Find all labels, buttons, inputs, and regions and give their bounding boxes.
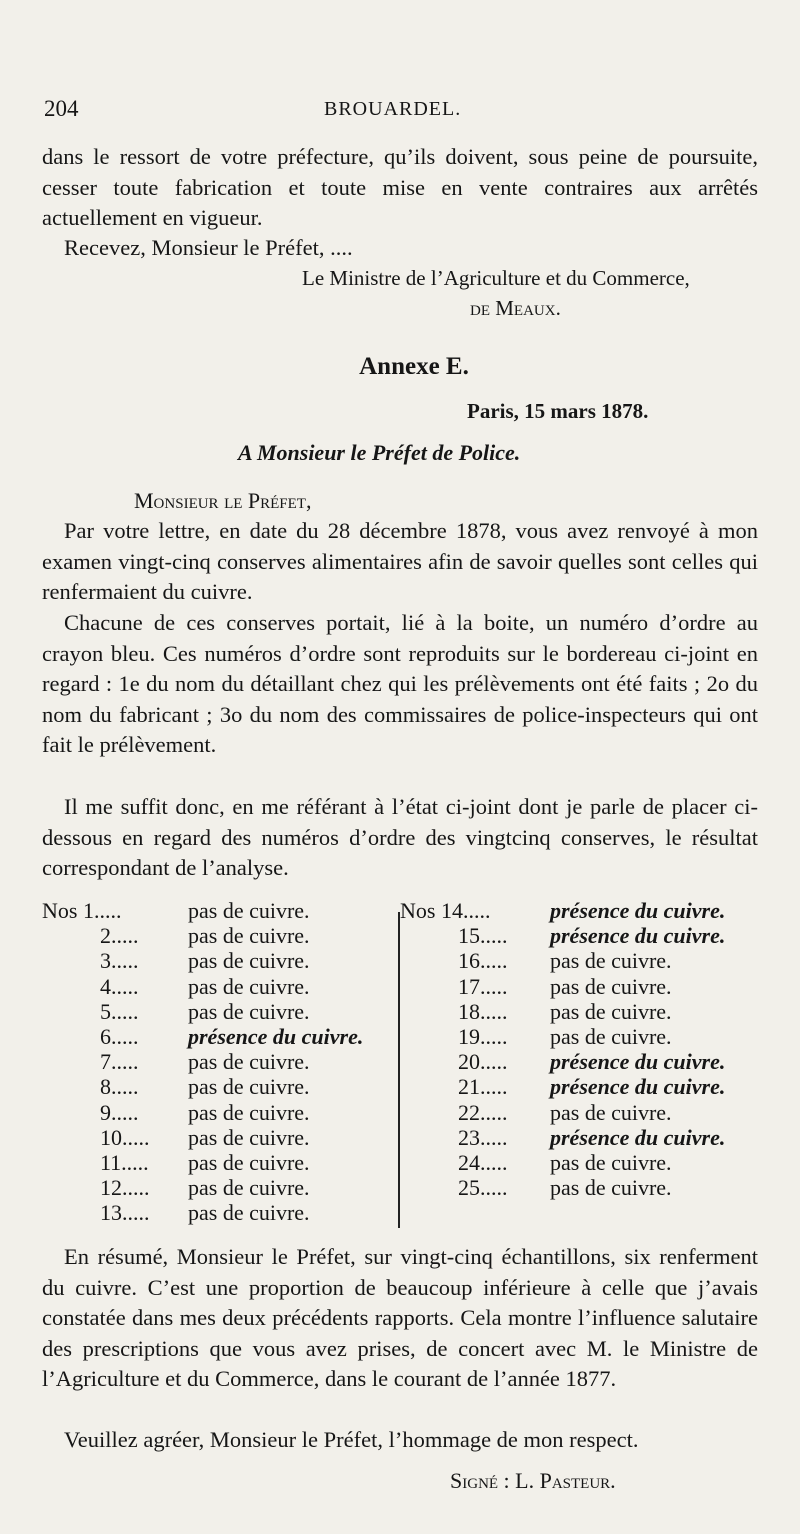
sample-number: 21..... bbox=[458, 1074, 508, 1100]
sample-number: 4..... bbox=[100, 973, 139, 999]
analysis-result: pas de cuivre. bbox=[188, 898, 310, 923]
paragraph-3: Par votre lettre, en date du 28 décembre 1878, vous avez renvoyé à mon examen vingt-cinq conserves alimentaires afin de savoir quelles sont celles qui renfermaient du cuivre. bbox=[42, 518, 758, 604]
result-row bbox=[400, 948, 760, 973]
paragraph-2: Recevez, Monsieur le Préfet, .... bbox=[64, 235, 353, 260]
result-row bbox=[42, 974, 392, 999]
analysis-result: pas de cuivre. bbox=[550, 1023, 672, 1049]
result-row bbox=[400, 974, 760, 999]
analysis-result: pas de cuivre. bbox=[188, 923, 310, 949]
signature-pasteur: Signé : L. Pasteur. bbox=[450, 1468, 616, 1493]
sample-number: 22..... bbox=[458, 1099, 508, 1125]
sample-number: 19..... bbox=[458, 1023, 508, 1049]
sample-number: 11..... bbox=[100, 1149, 149, 1175]
result-row bbox=[42, 948, 392, 973]
result-row bbox=[42, 1074, 392, 1099]
analysis-result: pas de cuivre. bbox=[550, 1149, 672, 1175]
result-row bbox=[400, 1100, 760, 1125]
result-row bbox=[42, 898, 392, 923]
result-row bbox=[42, 1125, 392, 1150]
analysis-result: présence du cuivre. bbox=[550, 1049, 726, 1075]
result-row bbox=[400, 999, 760, 1024]
page-number: 204 bbox=[44, 96, 79, 121]
sample-number: 2..... bbox=[100, 923, 139, 949]
result-row bbox=[42, 1049, 392, 1074]
result-row bbox=[42, 1024, 392, 1049]
sample-number: 23..... bbox=[458, 1124, 508, 1150]
analysis-result: pas de cuivre. bbox=[188, 1149, 310, 1175]
annex-title: Annexe E. bbox=[359, 353, 469, 380]
place-date: Paris, 15 mars 1878. bbox=[467, 399, 649, 423]
analysis-result: présence du cuivre. bbox=[188, 1023, 364, 1049]
sample-number: 7..... bbox=[100, 1049, 139, 1075]
result-row bbox=[42, 1150, 392, 1175]
result-row bbox=[400, 923, 760, 948]
addressee: A Monsieur le Préfet de Police. bbox=[238, 440, 521, 465]
sample-number: 15..... bbox=[458, 923, 508, 949]
sample-number: 5..... bbox=[100, 998, 139, 1024]
sample-number: Nos 14..... bbox=[400, 898, 491, 923]
result-row bbox=[400, 1125, 760, 1150]
sample-number: 20..... bbox=[458, 1049, 508, 1075]
result-row bbox=[42, 999, 392, 1024]
result-row bbox=[42, 1100, 392, 1125]
sample-number: 9..... bbox=[100, 1099, 139, 1125]
salutation: Monsieur le Préfet, bbox=[134, 488, 312, 513]
analysis-result: présence du cuivre. bbox=[550, 923, 726, 949]
results-left-column bbox=[42, 898, 392, 1225]
analysis-result: pas de cuivre. bbox=[188, 1200, 310, 1226]
book-page bbox=[42, 0, 760, 1534]
sample-number: 8..... bbox=[100, 1074, 139, 1100]
result-row bbox=[400, 898, 760, 923]
results-table bbox=[42, 898, 760, 1238]
sample-number: 3..... bbox=[100, 948, 139, 974]
analysis-result: pas de cuivre. bbox=[188, 1074, 310, 1100]
analysis-result: présence du cuivre. bbox=[550, 1124, 726, 1150]
analysis-result: pas de cuivre. bbox=[188, 1049, 310, 1075]
result-row bbox=[400, 1175, 760, 1200]
sample-number: 16..... bbox=[458, 948, 508, 974]
analysis-result: présence du cuivre. bbox=[550, 898, 726, 923]
sample-number: Nos 1..... bbox=[42, 898, 122, 923]
analysis-result: pas de cuivre. bbox=[188, 948, 310, 974]
analysis-result: pas de cuivre. bbox=[188, 1175, 310, 1201]
sample-number: 13..... bbox=[100, 1200, 150, 1226]
paragraph-5: Il me suffit donc, en me référant à l’état ci-joint dont je parle de placer ci-dessous en regard des numéros d’ordre des vingtcinq conserves, le résultat correspondant de l’analyse. bbox=[42, 794, 758, 880]
sample-number: 6..... bbox=[100, 1023, 139, 1049]
running-head: BROUARDEL. bbox=[324, 98, 462, 120]
analysis-result: pas de cuivre. bbox=[550, 948, 672, 974]
paragraph-1: dans le ressort de votre préfecture, qu’ils doivent, sous peine de poursuite, cesser toute fabrication et toute mise en vente contraires aux arrêtés actuellement en vigueur. bbox=[42, 144, 758, 230]
analysis-result: pas de cuivre. bbox=[550, 973, 672, 999]
paragraph-7: Veuillez agréer, Monsieur le Préfet, l’hommage de mon respect. bbox=[64, 1427, 639, 1452]
signature-minister-title: Le Ministre de l’Agriculture et du Commerce, bbox=[302, 266, 690, 290]
result-row bbox=[42, 923, 392, 948]
sample-number: 25..... bbox=[458, 1175, 508, 1201]
sample-number: 18..... bbox=[458, 998, 508, 1024]
result-row bbox=[400, 1049, 760, 1074]
analysis-result: pas de cuivre. bbox=[188, 973, 310, 999]
analysis-result: pas de cuivre. bbox=[188, 1099, 310, 1125]
analysis-result: pas de cuivre. bbox=[188, 998, 310, 1024]
signature-minister-name: de Meaux. bbox=[470, 296, 561, 320]
sample-number: 24..... bbox=[458, 1149, 508, 1175]
analysis-result: présence du cuivre. bbox=[550, 1074, 726, 1100]
results-right-column bbox=[400, 898, 760, 1200]
analysis-result: pas de cuivre. bbox=[550, 1175, 672, 1201]
result-row bbox=[400, 1024, 760, 1049]
result-row bbox=[42, 1175, 392, 1200]
paragraph-4: Chacune de ces conserves portait, lié à la boite, un numéro d’ordre au crayon bleu. Ces numéros d’ordre sont reproduits sur le bordereau ci-joint en regard : 1e du nom du détaillant chez qui les prélèvements ont été faits ; 2o du nom du fabricant ; 3o du nom des commissaires de police-inspecteurs qui ont fait le prélèvement. bbox=[42, 610, 758, 757]
analysis-result: pas de cuivre. bbox=[550, 998, 672, 1024]
analysis-result: pas de cuivre. bbox=[188, 1124, 310, 1150]
analysis-result: pas de cuivre. bbox=[550, 1099, 672, 1125]
page-header bbox=[42, 96, 760, 130]
sample-number: 17..... bbox=[458, 973, 508, 999]
sample-number: 12..... bbox=[100, 1175, 150, 1201]
sample-number: 10..... bbox=[100, 1124, 150, 1150]
result-row bbox=[400, 1150, 760, 1175]
result-row bbox=[400, 1074, 760, 1099]
paragraph-6: En résumé, Monsieur le Préfet, sur vingt-cinq échantillons, six renferment du cuivre. C’est une proportion de beaucoup inférieure à celle que j’avais constatée dans mes deux précédents rapports. Cela montre l’influence salutaire des prescriptions que vous avez prises, de concert avec M. le Ministre de l’Agriculture et du Commerce, dans le courant de l’année 1877. bbox=[42, 1244, 758, 1391]
result-row bbox=[42, 1200, 392, 1225]
